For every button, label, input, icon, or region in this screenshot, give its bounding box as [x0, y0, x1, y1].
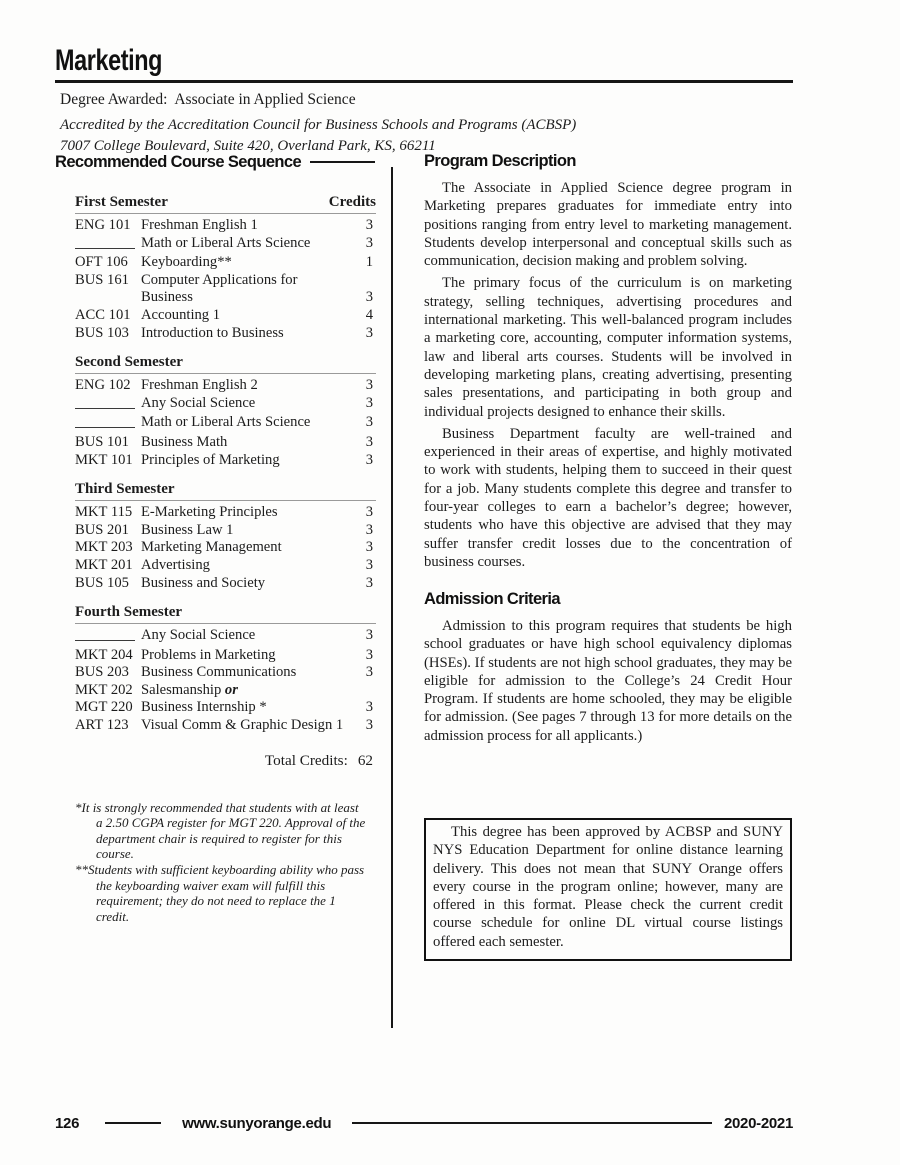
course-row [75, 452, 376, 470]
course-title: Problems in Marketing [141, 646, 276, 663]
course-code: ENG 101 [75, 217, 131, 233]
course-row [75, 217, 376, 235]
course-credits: 3 [365, 699, 373, 716]
course-title: Business Law 1 [141, 521, 234, 538]
course-credits: 3 [365, 394, 373, 411]
approval-box-text: This degree has been approved by ACBSP and SUNY NYS Education Department for online distance learning delivery. This does not mean that SUNY Orange offers every course in the program online; however, many are offered in this format. Please check the current credit course schedule for online DL virtual course listings offered each semester. [433, 824, 783, 950]
course-title: Business Internship * [141, 699, 267, 716]
approval-box [424, 818, 792, 961]
course-row [75, 272, 376, 290]
semester-block [75, 194, 376, 342]
course-row [75, 647, 376, 665]
course-code: BUS 161 [75, 271, 129, 288]
course-title: Business [141, 289, 193, 306]
course-credits: 3 [365, 234, 373, 251]
course-credits: 3 [365, 521, 373, 538]
course-blank-line [75, 414, 135, 428]
total-credits-value: 62 [357, 751, 373, 769]
course-credits: 3 [365, 414, 373, 431]
course-row [75, 395, 376, 415]
heading-connector-line [310, 161, 375, 163]
footnotes [75, 800, 367, 925]
page-footer [55, 1113, 793, 1133]
description-column [424, 0, 792, 1165]
semester-name: Third Semester [75, 481, 175, 498]
credits-header: Credits [328, 194, 376, 210]
course-code: BUS 105 [75, 574, 129, 591]
course-title: Computer Applications for [141, 271, 298, 288]
course-row [75, 717, 376, 735]
footer-url: www.sunyorange.edu [182, 1114, 332, 1132]
course-code: BUS 103 [75, 324, 129, 341]
course-code: OFT 106 [75, 254, 128, 271]
course-code: MKT 202 [75, 681, 133, 698]
course-code: MKT 203 [75, 539, 133, 556]
course-title: Business Communications [141, 664, 297, 681]
course-title: Business and Society [141, 574, 266, 591]
course-title: Advertising [141, 556, 210, 573]
semester-header [75, 354, 376, 374]
course-credits: 3 [365, 289, 373, 306]
course-title: Introduction to Business [141, 324, 284, 341]
course-code: BUS 101 [75, 433, 129, 450]
course-credits: 1 [365, 254, 373, 271]
course-title: Marketing Management [141, 539, 282, 556]
course-row [75, 434, 376, 452]
course-title: Math or Liberal Arts Science [141, 414, 311, 431]
course-row [75, 539, 376, 557]
program-description-paragraph: Business Department faculty are well-trained and experienced in their areas of expertise, and highly motivated to work with students, helping them to succeed in their quest for a job. Many students complete this degree and transfer to four-year colleges to earn a bachelor’s degree; however, students who have this objective are advised that they may suffer transfer credit losses due to the concentration of business courses. [424, 425, 792, 570]
admission-criteria-heading: Admission Criteria [424, 590, 560, 608]
course-row [75, 504, 376, 522]
course-row [75, 699, 376, 717]
course-credits [355, 272, 376, 290]
course-blank-line [75, 627, 135, 641]
course-blank-line [75, 235, 135, 249]
footnote: **Students with sufficient keyboarding ability who pass the keyboarding waiver exam will fulfill this requirement; they do not need to replace the 1 credit. [75, 862, 365, 924]
semester-block [75, 481, 376, 592]
course-credits: 3 [365, 646, 373, 663]
course-code [75, 627, 141, 647]
footer-page-number: 126 [55, 1114, 80, 1132]
footer-rule-long [352, 1122, 712, 1124]
program-description-section [424, 152, 792, 575]
course-title: Accounting 1 [141, 306, 221, 323]
course-code [75, 395, 141, 415]
course-code: MKT 101 [75, 451, 133, 468]
column-divider [391, 167, 393, 1028]
course-code: ART 123 [75, 717, 129, 734]
course-row [75, 627, 376, 647]
course-code: BUS 203 [75, 664, 129, 681]
program-description-paragraph: The Associate in Applied Science degree program in Marketing prepares graduates for immediate entry into positions ranging from entry level to marketing management. Students develop interpersonal and conceptual skills such as communication, decision making and problem solving. [424, 180, 792, 270]
degree-awarded: Degree Awarded: Associate in Applied Science [60, 91, 356, 108]
course-code: BUS 201 [75, 521, 129, 538]
course-credits: 3 [365, 433, 373, 450]
course-table [75, 194, 376, 735]
course-row [75, 307, 376, 325]
course-credits: 4 [365, 306, 373, 323]
course-title: Any Social Science [141, 627, 256, 644]
course-title: Freshman English 2 [141, 377, 258, 394]
semester-name: Fourth Semester [75, 604, 183, 621]
total-credits-label: Total Credits: [264, 751, 348, 769]
course-credits: 3 [365, 664, 373, 681]
course-code: ACC 101 [75, 306, 131, 323]
semester-header [75, 481, 376, 501]
total-credits [55, 752, 375, 770]
course-code: MGT 220 [75, 699, 133, 716]
footer-year: 2020-2021 [723, 1114, 793, 1132]
course-credits: 3 [365, 377, 373, 394]
course-code [75, 289, 141, 307]
footnote: *It is strongly recommended that students with at least a 2.50 CGPA register for MGT 220. Approval of the department chair is required to register for this course. [75, 799, 366, 862]
course-title: Freshman English 1 [141, 217, 258, 233]
course-row [75, 289, 376, 307]
course-row [75, 377, 376, 395]
admission-criteria-section [424, 590, 792, 749]
course-code: MKT 201 [75, 556, 133, 573]
course-credits: 3 [365, 556, 373, 573]
page-title: Marketing [55, 44, 163, 77]
course-credits: 3 [365, 539, 373, 556]
course-code [75, 235, 141, 255]
course-row [75, 325, 376, 343]
footer-rule-short [105, 1122, 161, 1124]
program-description-paragraph: The primary focus of the curriculum is on marketing strategy, selling techniques, advertising procedures and international marketing. This well-balanced program includes a marketing core, accounting, computer information systems, law and liberal arts courses. Students will be involved in developing marketing plans, creating advertising, presenting sales presentations, and participating in both group and individual projects designed to enhance their skills. [424, 275, 792, 420]
course-credits: 3 [365, 574, 373, 591]
course-code [75, 414, 141, 434]
course-sequence-column [55, 152, 375, 924]
course-credits: 3 [365, 324, 373, 341]
program-description-heading: Program Description [424, 152, 576, 170]
course-title: Any Social Science [141, 394, 256, 411]
semester-header [75, 194, 376, 214]
course-sequence-heading: Recommended Course Sequence [55, 152, 302, 171]
course-row [75, 235, 376, 255]
course-row [75, 414, 376, 434]
course-title: Principles of Marketing [141, 451, 280, 468]
course-credits [355, 682, 376, 700]
course-code: MKT 204 [75, 646, 133, 663]
course-title: Keyboarding** [141, 254, 232, 271]
semester-name: First Semester [75, 194, 168, 210]
course-credits: 3 [365, 627, 373, 644]
course-credits: 3 [365, 217, 373, 233]
accreditation-line: Accredited by the Accreditation Council for Business Schools and Programs (ACBSP) [60, 117, 577, 133]
or-conjunction: or [224, 681, 238, 698]
course-row [75, 522, 376, 540]
course-row [75, 575, 376, 593]
accreditation-line: 7007 College Boulevard, Suite 420, Overland Park, KS, 66211 [60, 138, 436, 154]
course-title: Business Math [141, 433, 228, 450]
course-title: E-Marketing Principles [141, 504, 278, 521]
course-code: MKT 115 [75, 504, 133, 521]
course-title: Salesmanship or [141, 681, 238, 698]
semester-header [75, 604, 376, 624]
course-row [75, 254, 376, 272]
semester-name: Second Semester [75, 354, 183, 371]
course-credits: 3 [365, 504, 373, 521]
course-row [75, 557, 376, 575]
course-row [75, 682, 376, 700]
semester-block [75, 354, 376, 469]
course-credits: 3 [365, 717, 373, 734]
semester-block [75, 604, 376, 735]
admission-criteria-paragraph: Admission to this program requires that students be high school graduates or have high school equivalency diplomas (HSEs). If students are not high school graduates, they may be eligible for admission to the College’s 24 Credit Hour Program. If students are home schooled, they may be eligible for admission. (See pages 7 through 13 for more details on the admission process for all applicants.) [424, 618, 792, 744]
course-title: Visual Comm & Graphic Design 1 [141, 717, 344, 734]
course-blank-line [75, 395, 135, 409]
course-row [75, 664, 376, 682]
course-code: ENG 102 [75, 377, 131, 394]
course-credits: 3 [365, 451, 373, 468]
course-title: Math or Liberal Arts Science [141, 234, 311, 251]
